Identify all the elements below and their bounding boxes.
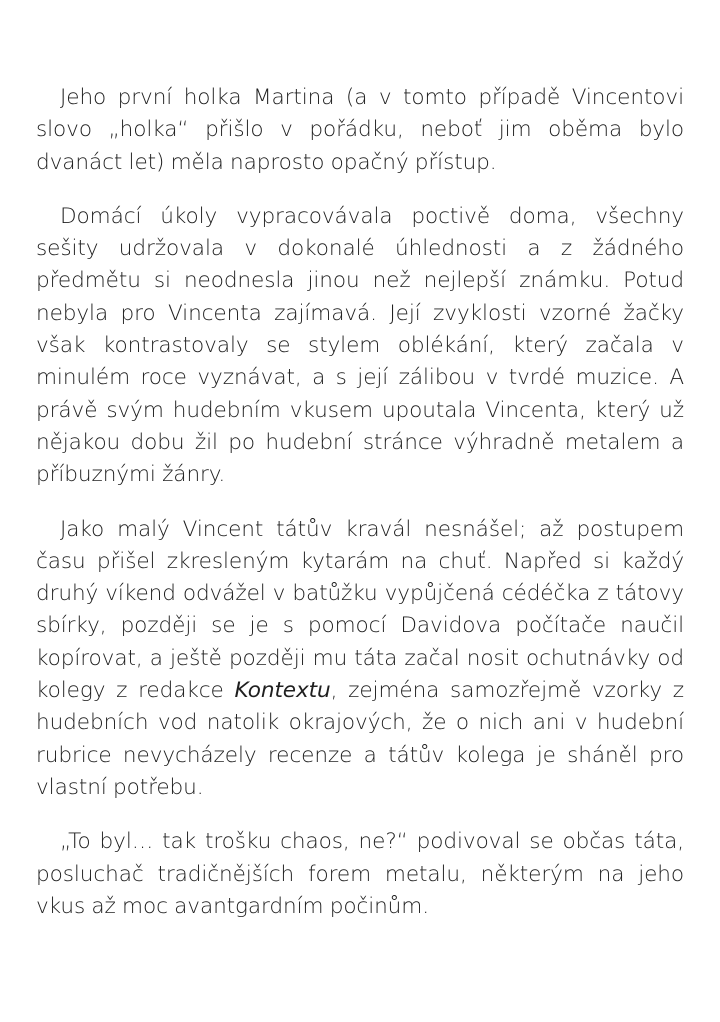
document-page: [36, 82, 684, 945]
magazine-title: Kontextu: [234, 678, 331, 704]
paragraph-3-text-end: , zejména samozřejmě vzorky z hudebních vod natolik okrajových, že o nich ani v hudební rubrice nevycházely recenze a tátův kolega je sháněl pro vlastní potřebu.: [36, 678, 684, 800]
paragraph-2: Domácí úkoly vypracovávala poctivě doma, všechny sešity udržovala v dokonalé úhlednosti a z žádného předmětu si neodnesla jinou než nejlepší známku. Potud nebyla pro Vincenta zajímavá. Její zvyklosti vzorné žačky však kontrastovaly se stylem oblékání, který začala v minulém roce vyznávat, a s její zálibou v tvrdé muzice. A právě svým hudebním vkusem upoutala Vincenta, který už nějakou dobu žil po hudební stránce výhradně metalem a příbuznými žánry.: [36, 203, 684, 488]
paragraph-3: [36, 514, 684, 805]
paragraph-1: Jeho první holka Martina (a v tomto případě Vincentovi slovo „holka“ přišlo v pořádku, neboť jim oběma bylo dvanáct let) měla naprosto opačný přístup.: [36, 85, 684, 175]
paragraph-3-text-start: Jako malý Vincent tátův kravál nesnášel; až postupem času přišel zkresleným kytarám na chuť. Napřed si každý druhý víkend odvážel v batůžku vypůjčená cédéčka z tátovy sbírky, později se je s pomocí Davidova počítače naučil kopírovat, a ještě později mu táta začal nosit ochutnávky od kolegy z redakce: [36, 516, 684, 704]
paragraph-4: „To byl… tak trošku chaos, ne?“ podivoval se občas táta, posluchač tradičnějších forem metalu, některým na jeho vkus až moc avantgardním počinům.: [36, 829, 684, 919]
